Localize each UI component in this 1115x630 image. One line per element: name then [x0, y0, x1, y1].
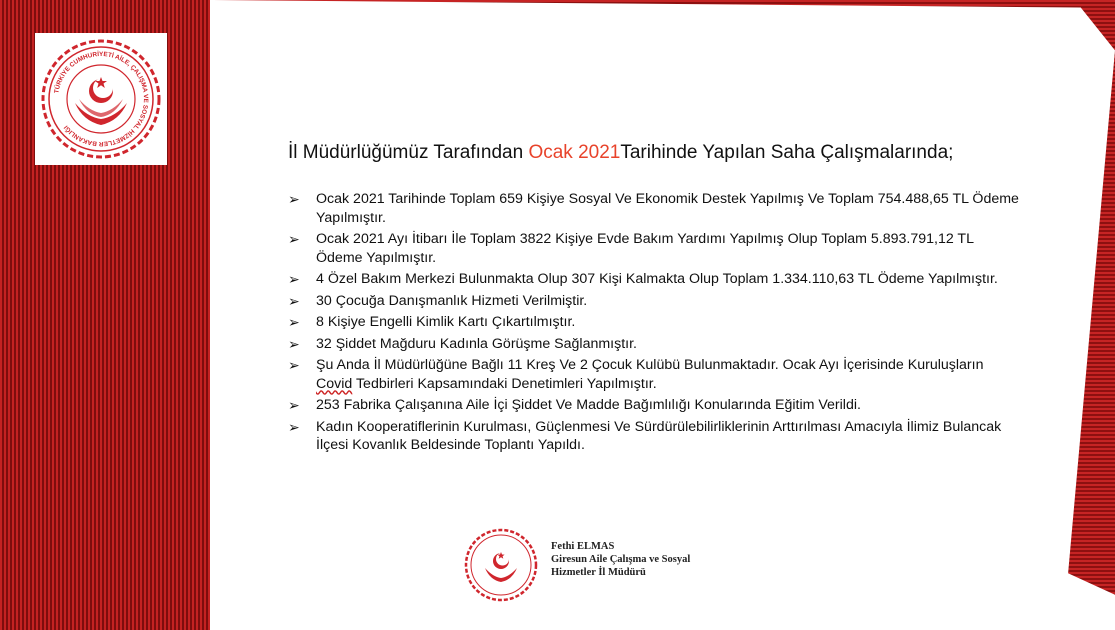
arrow-bullet-icon: ➢	[288, 357, 300, 373]
signatory-title-line2: Hizmetler İl Müdürü	[551, 567, 646, 578]
list-item-text: 253 Fabrika Çalışanına Aile İçi Şiddet Ve Madde Bağımlılığı Konularında Eğitim Verildi.	[316, 397, 861, 413]
list-item	[288, 190, 1023, 227]
activity-list	[288, 190, 1023, 458]
ministry-emblem-icon	[35, 33, 167, 165]
list-item	[288, 335, 1023, 354]
arrow-bullet-icon: ➢	[288, 231, 300, 247]
arrow-bullet-icon: ➢	[288, 191, 300, 207]
list-item-text: Ocak 2021 Tarihinde Toplam 659 Kişiye Sosyal Ve Ekonomik Destek Yapılmış Ve Toplam 754.488,65 TL Ödeme Yapılmıştır.	[316, 191, 1019, 226]
logo-ring-text: TÜRKİYE CUMHURİYETİ AİLE, ÇALIŞMA VE SOSYAL HİZMETLER BAKANLIĞI	[53, 50, 150, 148]
title-highlight: Ocak 2021	[528, 142, 621, 163]
list-item-text: 4 Özel Bakım Merkezi Bulunmakta Olup 307 Kişi Kalmakta Olup Toplam 1.334.110,63 TL Ödeme Yapılmıştır.	[316, 271, 998, 287]
panel-divider	[210, 0, 213, 630]
list-item	[288, 292, 1023, 311]
list-item	[288, 230, 1023, 267]
title-prefix: İl Müdürlüğümüz Tarafından	[288, 142, 529, 163]
arrow-bullet-icon: ➢	[288, 292, 300, 309]
list-item-text: 32 Şiddet Mağduru Kadınla Görüşme Sağlanmıştır.	[316, 335, 637, 352]
list-item-text: 8 Kişiye Engelli Kimlik Kartı Çıkartılmıştır.	[316, 314, 576, 330]
list-item	[288, 270, 1023, 289]
list-item-text: Kadın Kooperatiflerinin Kurulması, Güçlenmesi Ve Sürdürülebilirliklerinin Arttırılması Amacıyla İlimiz Bulancak İlçesi Kovanlık Beldesinde Toplantı Yapıldı.	[316, 418, 1002, 453]
list-item	[288, 356, 1023, 393]
signature-block	[551, 540, 690, 579]
signature-logo	[461, 525, 541, 605]
arrow-bullet-icon: ➢	[288, 397, 300, 413]
signatory-title-line1: Giresun Aile Çalışma ve Sosyal	[551, 554, 691, 565]
arrow-bullet-icon: ➢	[288, 418, 300, 435]
spellcheck-word: Covid	[316, 375, 353, 392]
ministry-logo	[35, 33, 167, 165]
arrow-bullet-icon: ➢	[288, 335, 300, 352]
list-item	[288, 396, 1023, 415]
list-item	[288, 418, 1023, 455]
signatory-name: Fethi ELMAS	[551, 541, 615, 552]
list-item-text: Şu Anda İl Müdürlüğüne Bağlı 11 Kreş Ve 2 Çocuk Kulübü Bulunmaktadır. Ocak Ayı İçerisinde Kuruluşların Covid Tedbirleri Kapsamındaki Denetimleri Yapılmıştır.	[316, 357, 984, 392]
list-item	[288, 313, 1023, 332]
arrow-bullet-icon: ➢	[288, 314, 300, 330]
arrow-bullet-icon: ➢	[288, 271, 300, 287]
ministry-emblem-icon	[461, 525, 541, 605]
website-link[interactable]: www.aile.gov.tr	[962, 597, 1075, 614]
title-suffix: Tarihinde Yapılan Saha Çalışmalarında;	[620, 142, 954, 163]
list-item-text: 30 Çocuğa Danışmanlık Hizmeti Verilmiştir.	[316, 292, 588, 309]
page-title	[288, 142, 1048, 164]
list-item-text: Ocak 2021 Ayı İtibarı İle Toplam 3822 Kişiye Evde Bakım Yardımı Yapılmış Olup Toplam 5.893.791,12 TL Ödeme Yapılmıştır.	[316, 231, 974, 266]
